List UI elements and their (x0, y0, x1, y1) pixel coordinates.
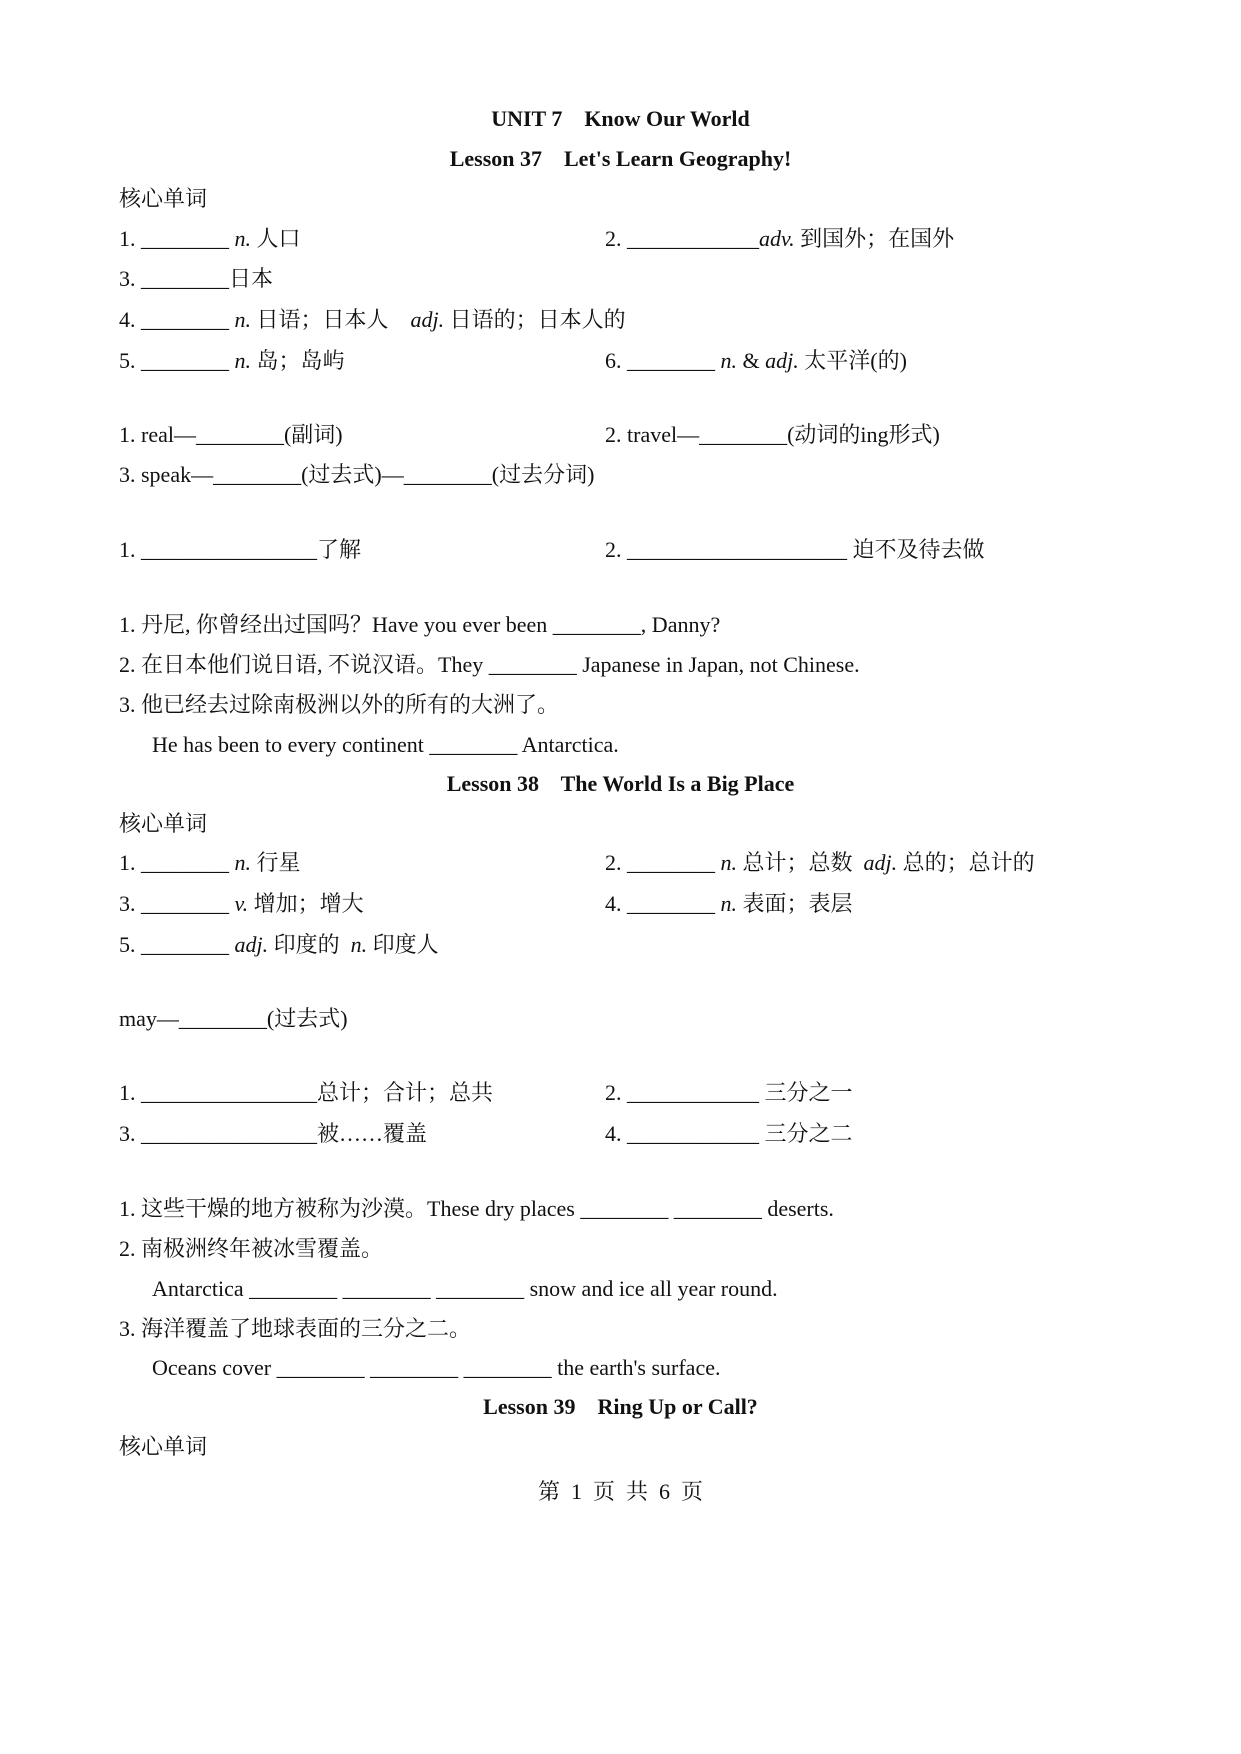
lesson38-sentence-3: 3. 海洋覆盖了地球表面的三分之二。 (119, 1316, 472, 1341)
lesson37-word-5: 5. ________ n. 岛；岛屿 (119, 348, 345, 373)
lesson38-sentence-2: 2. 南极洲终年被冰雪覆盖。 (119, 1236, 384, 1261)
lesson37-sentence-3: 3. 他已经去过除南极洲以外的所有的大洲了。 (119, 692, 560, 717)
lesson37-word-4: 4. ________ n. 日语；日本人 adj. 日语的；日本人的 (119, 307, 626, 332)
lesson37-form-3: 3. speak—________(过去式)—________(过去分词) (119, 462, 595, 487)
lesson38-word-5: 5. ________ adj. 印度的 n. 印度人 (119, 932, 439, 957)
lesson38-title: Lesson 38 The World Is a Big Place (446, 771, 795, 796)
lesson37-word-1: 1. ________ n. 人口 (119, 226, 301, 251)
lesson38-word-2: 2. ________ n. 总计；总数 adj. 总的；总计的 (605, 850, 1035, 875)
lesson38-form-1: may—________(过去式) (119, 1006, 348, 1031)
lesson38-phrase-3: 3. ________________被……覆盖 (119, 1121, 428, 1146)
lesson37-phrase-1: 1. ________________了解 (119, 537, 362, 562)
unit-title: UNIT 7 Know Our World (491, 106, 750, 131)
lesson37-form-2: 2. travel—________(动词的ing形式) (605, 422, 940, 447)
lesson37-vocab-heading: 核心单词 (119, 186, 208, 211)
lesson37-title: Lesson 37 Let's Learn Geography! (449, 146, 792, 171)
lesson37-sentence-3-english: He has been to every continent ________ Antarctica. (152, 732, 619, 757)
lesson38-word-1: 1. ________ n. 行星 (119, 850, 301, 875)
lesson38-word-4: 4. ________ n. 表面；表层 (605, 891, 853, 916)
lesson38-phrase-4: 4. ____________ 三分之二 (605, 1121, 853, 1146)
page-footer: 第 1 页 共 6 页 (537, 1479, 703, 1504)
lesson38-sentence-1: 1. 这些干燥的地方被称为沙漠。These dry places ________ ________ deserts. (119, 1196, 834, 1221)
lesson38-phrase-2: 2. ____________ 三分之一 (605, 1080, 853, 1105)
lesson37-word-6: 6. ________ n. & adj. 太平洋(的) (605, 348, 907, 373)
lesson39-title: Lesson 39 Ring Up or Call? (483, 1394, 758, 1419)
lesson38-phrase-1: 1. ________________总计；合计；总共 (119, 1080, 494, 1105)
lesson38-word-3: 3. ________ v. 增加；增大 (119, 891, 364, 916)
lesson38-sentence-3-english: Oceans cover ________ ________ ________ the earth's surface. (152, 1355, 721, 1380)
lesson37-word-3: 3. ________日本 (119, 266, 274, 291)
lesson38-vocab-heading: 核心单词 (119, 811, 208, 836)
lesson37-sentence-1: 1. 丹尼, 你曾经出过国吗？Have you ever been ________, Danny? (119, 612, 721, 637)
lesson37-sentence-2: 2. 在日本他们说日语, 不说汉语。They ________ Japanese in Japan, not Chinese. (119, 652, 860, 677)
lesson37-phrase-2: 2. ____________________ 迫不及待去做 (605, 537, 985, 562)
lesson37-word-2: 2. ____________adv. 到国外；在国外 (605, 226, 955, 251)
lesson38-sentence-2-english: Antarctica ________ ________ ________ snow and ice all year round. (152, 1276, 778, 1301)
lesson39-vocab-heading: 核心单词 (119, 1434, 208, 1459)
lesson37-form-1: 1. real—________(副词) (119, 422, 343, 447)
